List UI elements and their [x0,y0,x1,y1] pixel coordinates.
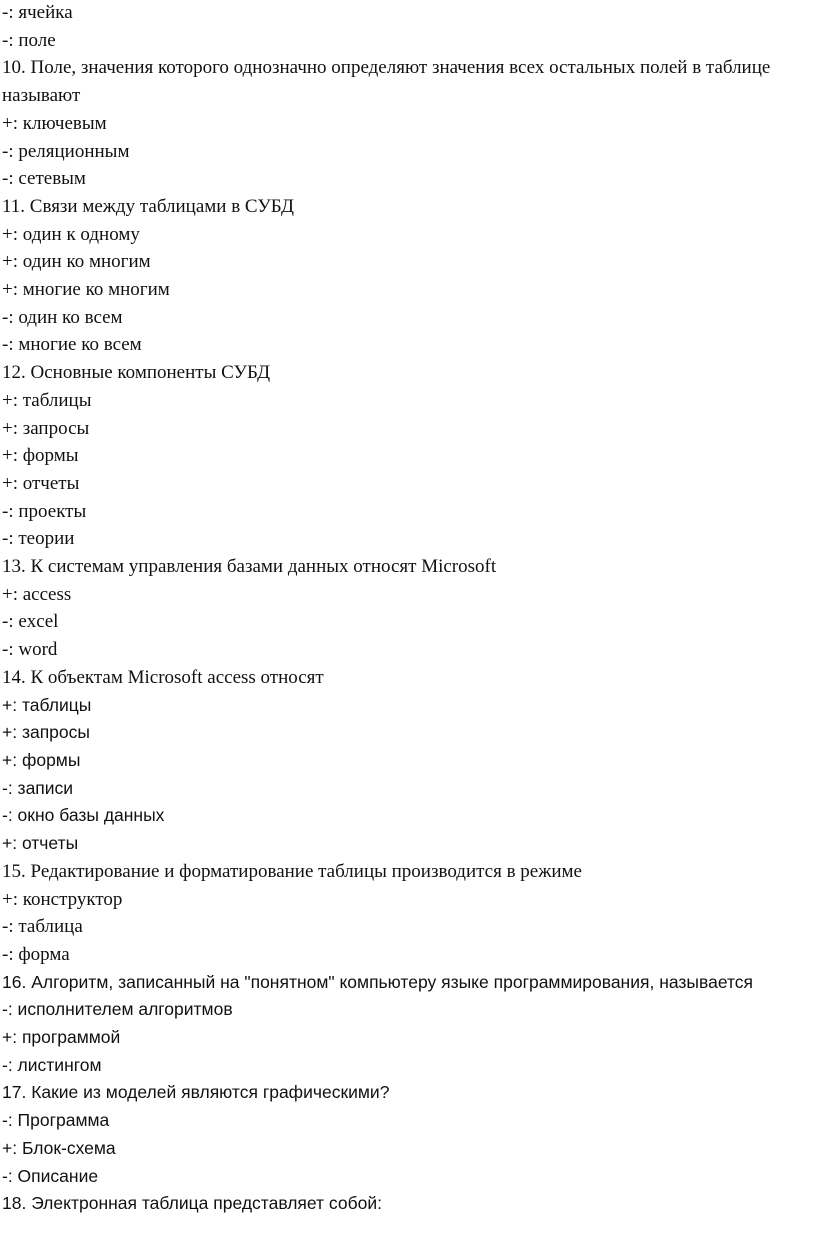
answer-option-correct: +: отчеты [2,833,79,854]
answer-option-correct: +: таблицы [2,389,92,411]
answer-option-incorrect: -: теории [2,528,75,550]
answer-option-incorrect: -: форма [2,943,70,965]
question-text: 12. Основные компоненты СУБД [2,362,271,384]
answer-option-incorrect: -: один ко всем [2,306,123,328]
answer-option-incorrect: -: сетевым [2,168,86,190]
answer-option-incorrect: -: поле [2,29,56,51]
answer-option-correct: +: один ко многим [2,251,151,273]
answer-option-incorrect: -: Программа [2,1110,110,1131]
answer-option-incorrect: -: excel [2,611,59,633]
answer-option-incorrect: -: многие ко всем [2,334,142,356]
answer-option-correct: +: один к одному [2,223,140,245]
answer-option-incorrect: -: ячейка [2,2,73,23]
answer-option-correct: +: программой [2,1027,121,1048]
answer-option-incorrect: -: исполнителем алгоритмов [2,999,233,1020]
answer-option-correct: +: отчеты [2,472,80,494]
answer-option-incorrect: -: word [2,639,58,661]
question-text: 15. Редактирование и форматирование таблицы производится в режиме [2,860,582,882]
answer-option-incorrect: -: Описание [2,1165,99,1186]
answer-option-incorrect: -: окно базы данных [2,805,165,826]
question-text: 14. К объектам Microsoft access относят [2,666,324,688]
answer-option-incorrect: -: проекты [2,500,87,522]
question-text: 13. К системам управления базами данных относят Microsoft [2,556,497,578]
answer-option-correct: +: многие ко многим [2,279,170,301]
answer-option-correct: +: формы [2,445,79,467]
answer-option-correct: +: запросы [2,417,90,439]
answer-option-incorrect: -: реляционным [2,140,130,162]
answer-option-incorrect: -: записи [2,777,74,798]
question-text: 11. Связи между таблицами в СУБД [2,195,294,217]
answer-option-correct: +: таблицы [2,694,92,715]
answer-option-correct: +: конструктор [2,888,123,910]
answer-option-incorrect: -: листингом [2,1054,102,1075]
answer-option-incorrect: -: таблица [2,916,83,938]
answer-option-correct: +: формы [2,749,81,770]
question-text: 16. Алгоритм, записанный на "понятном" компьютеру языке программирования, называется [2,971,754,992]
answer-option-correct: +: Блок-схема [2,1137,116,1158]
question-text: 17. Какие из моделей являются графическими? [2,1082,390,1103]
answer-option-correct: +: запросы [2,722,90,743]
answer-option-correct: +: ключевым [2,112,107,134]
document-page [2,0,808,1218]
answer-option-correct: +: access [2,583,72,605]
question-text: 10. Поле, значения которого однозначно определяют значения всех остальных полей в таблице называют [2,57,771,107]
question-text: 18. Электронная таблица представляет собой: [2,1193,383,1214]
